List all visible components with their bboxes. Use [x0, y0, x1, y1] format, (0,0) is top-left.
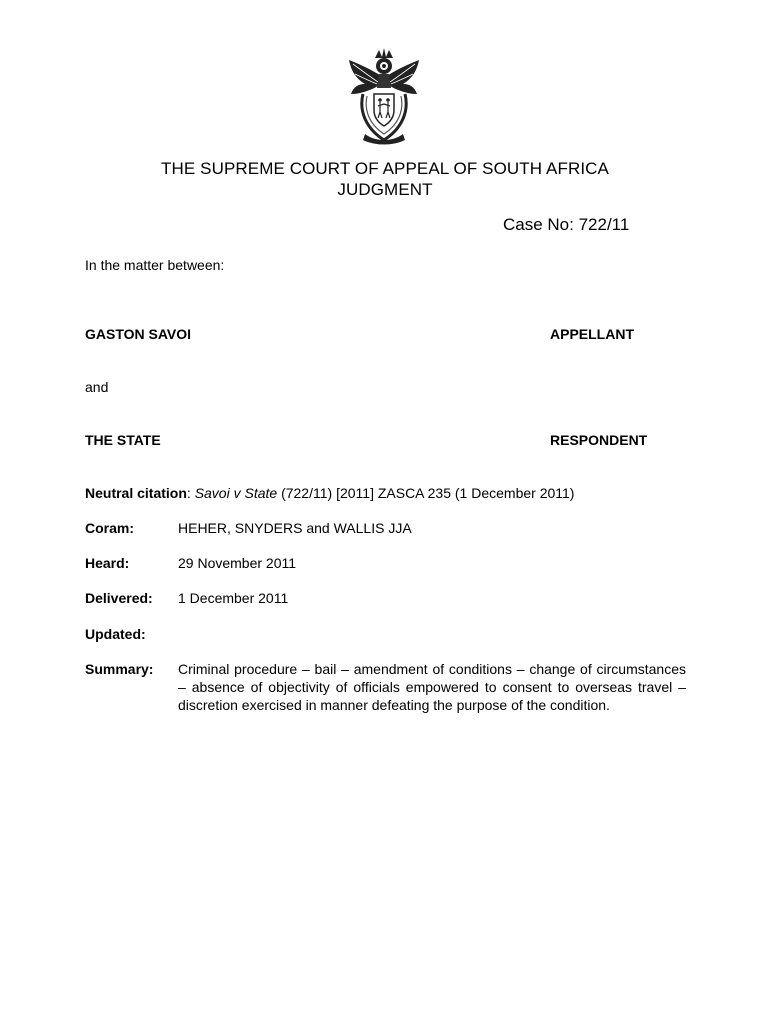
party-conjunction: and — [85, 379, 109, 395]
appellant-role: APPELLANT — [550, 326, 634, 342]
south-africa-coat-of-arms-icon — [345, 48, 423, 146]
appellant-name: GASTON SAVOI — [85, 326, 192, 342]
delivered-label: Delivered: — [85, 590, 153, 606]
document-type: JUDGMENT — [337, 180, 433, 199]
heard-label: Heard: — [85, 555, 130, 571]
citation-reference: (722/11) [2011] ZASCA 235 (1 December 2011) — [277, 485, 575, 501]
neutral-citation — [85, 485, 574, 501]
parties-intro: In the matter between: — [85, 257, 225, 273]
respondent-name: THE STATE — [85, 432, 161, 448]
respondent-role: RESPONDENT — [550, 432, 648, 448]
delivered-value: 1 December 2011 — [178, 590, 289, 606]
citation-separator: : — [186, 485, 195, 501]
coram-label: Coram: — [85, 520, 135, 536]
updated-label: Updated: — [85, 626, 146, 642]
citation-label: Neutral citation — [85, 485, 187, 501]
citation-case-name: Savoi v State — [194, 485, 278, 501]
heard-value: 29 November 2011 — [178, 555, 297, 571]
case-number: Case No: 722/11 — [503, 215, 630, 234]
coram-value: HEHER, SNYDERS and WALLIS JJA — [178, 520, 412, 536]
summary-label: Summary: — [85, 661, 154, 677]
court-name: THE SUPREME COURT OF APPEAL OF SOUTH AFRICA — [161, 159, 609, 178]
summary-text: Criminal procedure – bail – amendment of conditions – change of circumstances – absence of objectivity of officials empowered to consent to overseas travel – discretion exercised in manner defeating the purpose of the condition. — [178, 661, 686, 713]
